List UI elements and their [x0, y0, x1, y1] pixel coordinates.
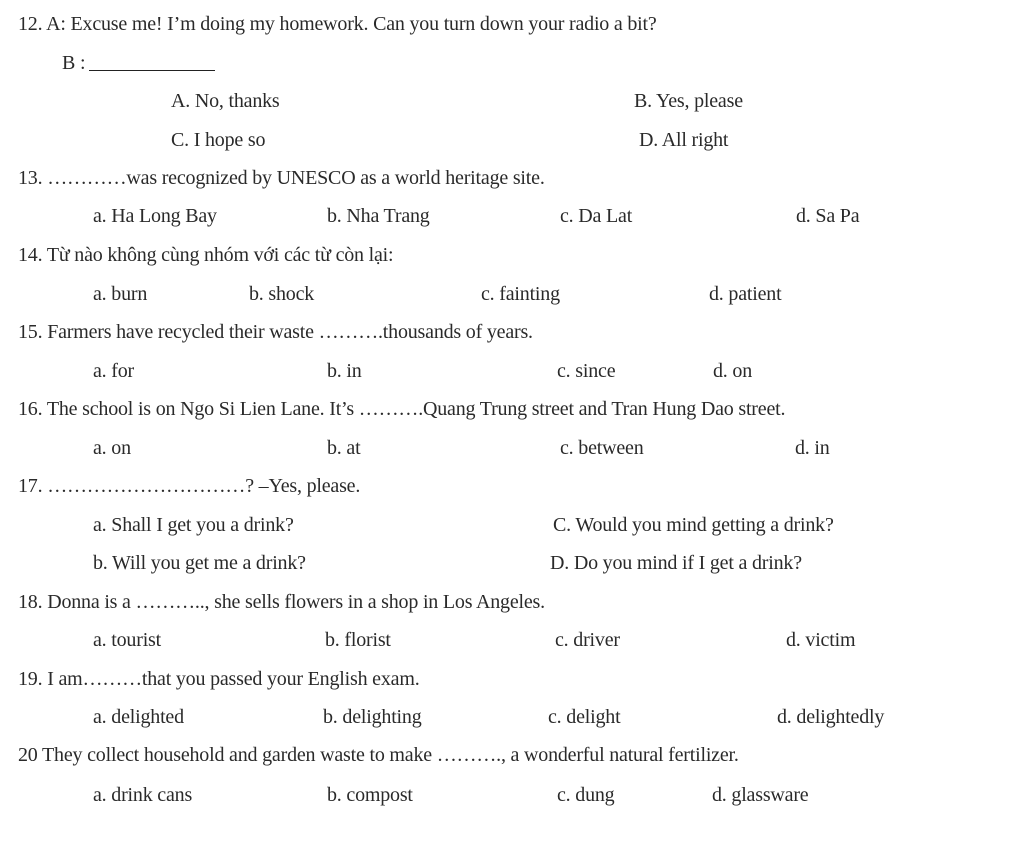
question-14-option-b: b. shock: [249, 283, 315, 305]
question-12-option-d: D. All right: [639, 129, 729, 151]
question-18-option-b: b. florist: [325, 629, 391, 651]
question-16-option-b: b. at: [327, 437, 361, 459]
question-17-stem: 17. …………………………? –Yes, please.: [18, 475, 361, 497]
question-15-option-a: a. for: [93, 360, 134, 382]
question-20-option-a: a. drink cans: [93, 784, 193, 806]
question-12-option-c: C. I hope so: [171, 129, 266, 151]
question-15-option-b: b. in: [327, 360, 362, 382]
question-17-option-c: C. Would you mind getting a drink?: [553, 514, 834, 536]
question-18-stem: 18. Donna is a ……….., she sells flowers in a shop in Los Angeles.: [18, 591, 545, 613]
question-13-option-c: c. Da Lat: [560, 205, 633, 227]
question-17-option-b: b. Will you get me a drink?: [93, 552, 306, 574]
question-18-option-a: a. tourist: [93, 629, 161, 651]
question-19-option-a: a. delighted: [93, 706, 184, 728]
question-19-stem: 19. I am………that you passed your English exam.: [18, 668, 420, 690]
question-20-option-d: d. glassware: [712, 784, 809, 806]
question-17-option-d: D. Do you mind if I get a drink?: [550, 552, 802, 574]
question-15-option-d: d. on: [713, 360, 753, 382]
response-label: B :: [62, 52, 86, 74]
question-14-option-d: d. patient: [709, 283, 782, 305]
answer-blank: [89, 54, 215, 71]
question-15-option-c: c. since: [557, 360, 616, 382]
question-19-option-d: d. delightedly: [777, 706, 885, 728]
question-19-option-b: b. delighting: [323, 706, 422, 728]
question-12-stem: 12. A: Excuse me! I’m doing my homework. Can you turn down your radio a bit?: [18, 13, 657, 35]
question-20-stem: 20 They collect household and garden waste to make ………., a wonderful natural fertilizer.: [18, 744, 739, 766]
question-18-option-d: d. victim: [786, 629, 856, 651]
question-12-option-b: B. Yes, please: [634, 90, 743, 112]
question-16-option-d: d. in: [795, 437, 830, 459]
question-19-option-c: c. delight: [548, 706, 621, 728]
question-20-option-b: b. compost: [327, 784, 413, 806]
question-13-option-a: a. Ha Long Bay: [93, 205, 217, 227]
question-13-stem: 13. …………was recognized by UNESCO as a world heritage site.: [18, 167, 545, 189]
question-18-option-c: c. driver: [555, 629, 620, 651]
question-17-option-a: a. Shall I get you a drink?: [93, 514, 294, 536]
question-14-option-a: a. burn: [93, 283, 148, 305]
question-16-stem: 16. The school is on Ngo Si Lien Lane. It’s ……….Quang Trung street and Tran Hung Dao street.: [18, 398, 786, 420]
question-13-option-b: b. Nha Trang: [327, 205, 430, 227]
question-20-option-c: c. dung: [557, 784, 615, 806]
question-14-option-c: c. fainting: [481, 283, 560, 305]
question-14-stem: 14. Từ nào không cùng nhóm với các từ còn lại:: [18, 244, 394, 266]
question-16-option-a: a. on: [93, 437, 131, 459]
question-13-option-d: d. Sa Pa: [796, 205, 860, 227]
question-16-option-c: c. between: [560, 437, 644, 459]
question-12-response: [62, 53, 215, 73]
question-12-option-a: A. No, thanks: [171, 90, 280, 112]
question-15-stem: 15. Farmers have recycled their waste ……….thousands of years.: [18, 321, 533, 343]
